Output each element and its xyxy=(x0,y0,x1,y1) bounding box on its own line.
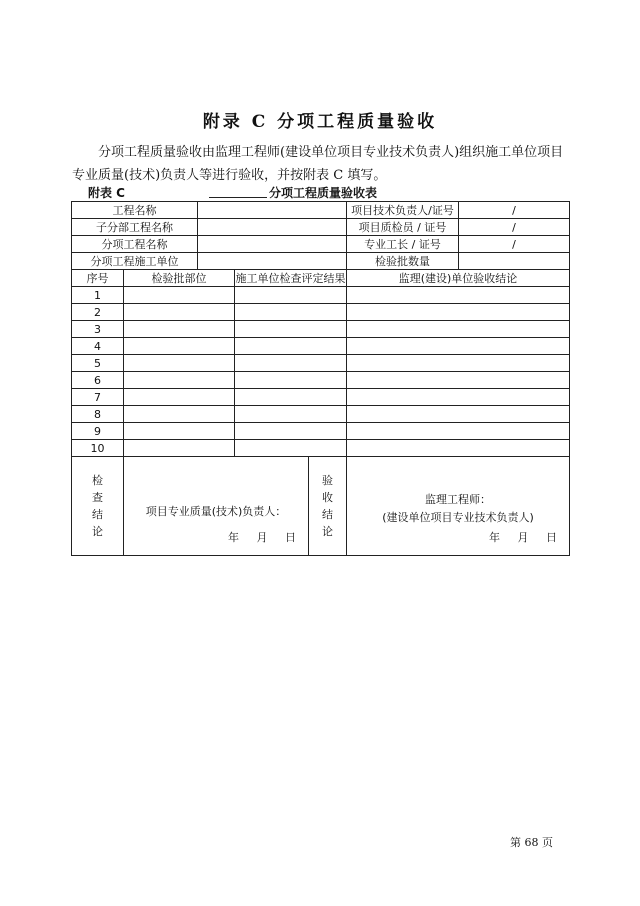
contractor-result-cell[interactable] xyxy=(235,355,347,372)
row-number: 10 xyxy=(72,440,124,457)
inspection-conclusion-label: 检 查 结 论 xyxy=(92,474,103,538)
info-value[interactable]: / xyxy=(459,219,570,236)
conclusion-row xyxy=(72,457,570,556)
table-row xyxy=(72,338,570,355)
batch-location-cell[interactable] xyxy=(124,287,235,304)
supervisor-conclusion-cell[interactable] xyxy=(347,338,570,355)
acceptance-date: 年 月 日 xyxy=(489,531,558,544)
acceptance-conclusion-label: 验 收 结 论 xyxy=(322,474,333,538)
info-value[interactable] xyxy=(198,202,347,219)
contractor-result-cell[interactable] xyxy=(235,372,347,389)
table-code: 附表 C xyxy=(88,186,125,200)
info-label: 子分部工程名称 xyxy=(72,219,198,236)
supervisor-conclusion-cell[interactable] xyxy=(347,287,570,304)
acceptance-signature-cell[interactable] xyxy=(347,457,570,556)
contractor-result-cell[interactable] xyxy=(235,389,347,406)
row-number: 2 xyxy=(72,304,124,321)
column-header: 施工单位检查评定结果 xyxy=(235,270,347,287)
table-row xyxy=(72,440,570,457)
contractor-result-cell[interactable] xyxy=(235,440,347,457)
info-value[interactable] xyxy=(198,236,347,253)
info-value[interactable]: / xyxy=(459,236,570,253)
row-number: 4 xyxy=(72,338,124,355)
info-row xyxy=(72,219,570,236)
info-label: 项目质检员 / 证号 xyxy=(347,219,459,236)
table-row xyxy=(72,423,570,440)
batch-location-cell[interactable] xyxy=(124,423,235,440)
supervisor-conclusion-cell[interactable] xyxy=(347,372,570,389)
info-row xyxy=(72,253,570,270)
contractor-result-cell[interactable] xyxy=(235,304,347,321)
inspection-label-cell xyxy=(72,457,124,556)
column-header: 检验批部位 xyxy=(124,270,235,287)
table-row xyxy=(72,304,570,321)
info-label: 分项工程施工单位 xyxy=(72,253,198,270)
info-label: 工程名称 xyxy=(72,202,198,219)
contractor-result-cell[interactable] xyxy=(235,406,347,423)
intro-paragraph: 分项工程质量验收由监理工程师(建设单位项目专业技术负责人)组织施工单位项目专业质量(技术)负责人等进行验收，并按附表 C 填写。 xyxy=(72,145,564,183)
info-label: 检验批数量 xyxy=(347,253,459,270)
contractor-result-cell[interactable] xyxy=(235,321,347,338)
row-number: 6 xyxy=(72,372,124,389)
info-value[interactable]: / xyxy=(459,202,570,219)
row-number: 8 xyxy=(72,406,124,423)
page-title: 附录 C 分项工程质量验收 xyxy=(202,112,438,132)
contractor-result-cell[interactable] xyxy=(235,423,347,440)
batch-location-cell[interactable] xyxy=(124,440,235,457)
info-row xyxy=(72,202,570,219)
caption-blank-line xyxy=(209,184,267,198)
inspection-signature-cell[interactable] xyxy=(124,457,309,556)
supervisor-conclusion-cell[interactable] xyxy=(347,389,570,406)
table-row xyxy=(72,372,570,389)
supervisor-conclusion-cell[interactable] xyxy=(347,440,570,457)
table-row xyxy=(72,389,570,406)
batch-location-cell[interactable] xyxy=(124,355,235,372)
column-header: 序号 xyxy=(72,270,124,287)
supervisor-conclusion-cell[interactable] xyxy=(347,304,570,321)
row-number: 5 xyxy=(72,355,124,372)
batch-location-cell[interactable] xyxy=(124,338,235,355)
column-header: 监理(建设)单位验收结论 xyxy=(347,270,570,287)
info-row xyxy=(72,236,570,253)
supervisor-conclusion-cell[interactable] xyxy=(347,406,570,423)
contractor-result-cell[interactable] xyxy=(235,338,347,355)
supervisor-conclusion-cell[interactable] xyxy=(347,355,570,372)
info-label: 专业工长 / 证号 xyxy=(347,236,459,253)
acceptance-form-table xyxy=(71,201,570,556)
acceptance-signer-sublabel: (建设单位项目专业技术负责人) xyxy=(382,511,534,524)
table-caption xyxy=(88,184,568,200)
info-label: 分项工程名称 xyxy=(72,236,198,253)
table-name: 分项工程质量验收表 xyxy=(269,186,378,200)
batch-location-cell[interactable] xyxy=(124,321,235,338)
table-row xyxy=(72,321,570,338)
contractor-result-cell[interactable] xyxy=(235,287,347,304)
info-value[interactable] xyxy=(198,253,347,270)
row-number: 9 xyxy=(72,423,124,440)
inspection-date: 年 月 日 xyxy=(228,531,296,544)
info-value[interactable] xyxy=(459,253,570,270)
batch-location-cell[interactable] xyxy=(124,389,235,406)
table-row xyxy=(72,287,570,304)
table-row xyxy=(72,406,570,423)
column-header-row xyxy=(72,270,570,287)
supervisor-conclusion-cell[interactable] xyxy=(347,423,570,440)
batch-location-cell[interactable] xyxy=(124,304,235,321)
batch-location-cell[interactable] xyxy=(124,372,235,389)
acceptance-label-cell xyxy=(309,457,347,556)
page-number: 第 68 页 xyxy=(510,836,553,849)
info-label: 项目技术负责人/证号 xyxy=(347,202,459,219)
row-number: 7 xyxy=(72,389,124,406)
inspection-signer-label: 项目专业质量(技术)负责人： xyxy=(145,505,287,518)
row-number: 3 xyxy=(72,321,124,338)
acceptance-signer-label: 监理工程师： xyxy=(425,493,492,506)
row-number: 1 xyxy=(72,287,124,304)
table-row xyxy=(72,355,570,372)
supervisor-conclusion-cell[interactable] xyxy=(347,321,570,338)
batch-location-cell[interactable] xyxy=(124,406,235,423)
info-value[interactable] xyxy=(198,219,347,236)
